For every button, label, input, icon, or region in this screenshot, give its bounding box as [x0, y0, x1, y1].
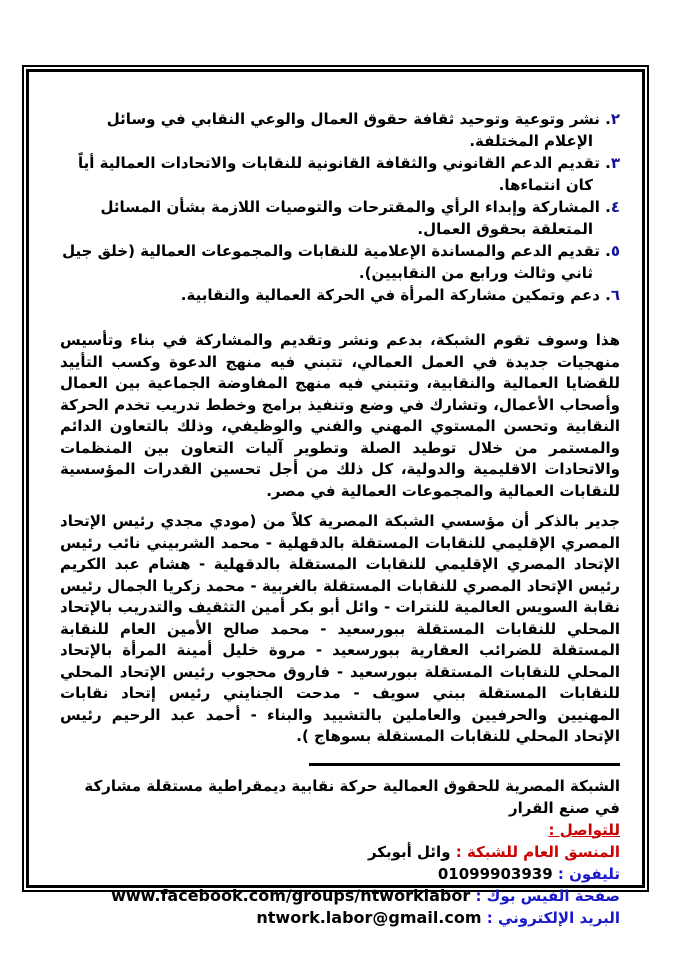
goal-text: دعم وتمكين مشاركة المرأة في الحركة العمالية والنقابية. — [180, 286, 600, 304]
goal-separator: . — [599, 286, 611, 304]
goal-item-4 — [60, 196, 620, 240]
goal-item-2 — [60, 108, 620, 152]
contact-row-coordinator — [60, 841, 620, 863]
coordinator-value: وائل أبوبكر — [367, 842, 451, 861]
footnote-divider-line — [309, 763, 620, 766]
goal-separator: . — [599, 198, 611, 216]
goal-text: المشاركة وإبداء الرأي والمقترحات والتوصيات اللازمة بشأن المسائل المتعلقة بحقوق العمال. — [100, 198, 600, 238]
goal-item-5 — [60, 240, 620, 284]
goal-number: ٣ — [610, 154, 620, 172]
contact-row-phone — [60, 863, 620, 885]
phone-label: تليفون : — [557, 864, 620, 883]
paragraph-network-activities: هذا وسوف تقوم الشبكة، بدعم ونشر وتقديم والمشاركة في بناء وتأسيس منهجيات جديدة في العمل العمالي، تتبني فيه منهج الدعوة وكسب التأييد للقضايا العمالية والنقابية، وتتبني فيه منهج المفاوضة الجماعية بين العمال وأصحاب الأعمال، وتشارك في وضع وتنفيذ برامج وخطط تدريب تخدم الحركة النقابية وتحسن المستوي المهني والفني والوظيفي، وذلك بالتعاون الدائم والمستمر من خلال توطيد الصلة وتطوير آليات التعاون بين المنظمات والاتحادات الاقليمية والدولية، كل ذلك من أجل تحسين القدرات المؤسسية للنقابات العمالية والمجموعات العمالية في مصر. — [60, 331, 620, 500]
document-content — [29, 72, 642, 929]
goal-item-3 — [60, 152, 620, 196]
goal-text: نشر وتوعية وتوحيد ثقافة حقوق العمال والوعي النقابي في وسائل الإعلام المختلفة. — [106, 110, 600, 150]
page-border-inner-line — [26, 69, 645, 927]
goal-text: تقديم الدعم والمساندة الإعلامية للنقابات والمجموعات العمالية (خلق جيل ثاني وثالث ورابع من النقابيين). — [62, 242, 600, 282]
goal-item-6 — [60, 284, 620, 306]
paragraph-founders: جدير بالذكر أن مؤسسي الشبكة المصرية كلاً من (مودي مجدي رئيس الإتحاد المصري الإقليمي للنقابات المستقلة بالدقهلية - محمد الشربيني نائب رئيس الإتحاد المصري الإقليمي للنقابات المستقلة بالدقهلية - هشام عبد الكريم رئيس الإتحاد المصري للنقابات المستقلة بالغربية - محمد زكريا الجمال رئيس نقابة السويس العالمية للنترات - وائل أبو بكر أمين التثقيف والتدريب بالإتحاد المحلي للنقابات المستقلة ببورسعيد - محمد صالح الأمين العام للنقابة المستقلة للضرائب العقارية ببورسعيد - مروة خليل أمينة المرأة بالإتحاد المحلي للنقابات المستقلة ببورسعيد - فاروق محجوب رئيس الإتحاد المحلي للنقابات المستقلة ببني سويف - مدحت الجنايني رئيس إتحاد نقابات المهنيين والحرفيين والعاملين بالتشييد والبناء - أحمد عبد الرحيم رئيس الإتحاد المحلي للنقابات المستقلة بسوهاج ). — [60, 512, 620, 745]
contact-row-email — [60, 907, 620, 929]
goal-number: ٢ — [610, 110, 620, 128]
goal-number: ٤ — [610, 198, 620, 216]
goals-list — [60, 108, 620, 306]
coordinator-label: المنسق العام للشبكة : — [455, 842, 620, 861]
goal-number: ٦ — [610, 286, 620, 304]
contact-heading: للتواصل : — [548, 820, 620, 839]
phone-value: 01099903939 — [437, 864, 553, 883]
goal-text: تقديم الدعم القانوني والثقافة القانونية للنقابات والاتحادات العمالية أياً كان انتماءها. — [78, 154, 600, 194]
network-tagline: الشبكة المصرية للحقوق العمالية حركة نقابية ديمقراطية مستقلة مشاركة في صنع القرار — [84, 776, 620, 817]
email-address: ntwork.labor@gmail.com — [256, 907, 482, 927]
goal-separator: . — [599, 154, 611, 172]
goal-separator: . — [599, 242, 611, 260]
facebook-label: صفحة الفيس بوك : — [475, 886, 620, 905]
email-label: البريد الإلكتروني : — [486, 908, 620, 927]
contact-row-facebook — [60, 885, 620, 907]
goal-separator: . — [599, 110, 611, 128]
goal-number: ٥ — [610, 242, 620, 260]
page-border-frame — [22, 65, 649, 927]
facebook-url: www.facebook.com/groups/ntworklabor — [111, 885, 471, 905]
